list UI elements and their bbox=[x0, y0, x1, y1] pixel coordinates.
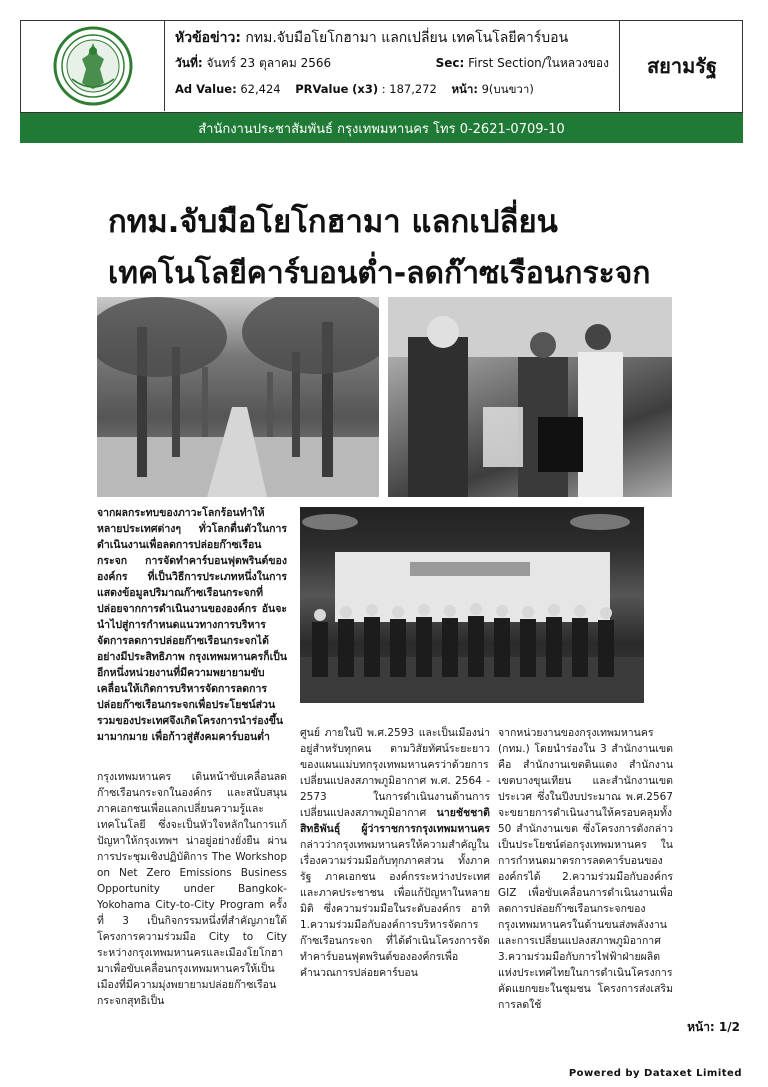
logo-cell bbox=[21, 21, 165, 111]
ad-value: 62,424 bbox=[240, 82, 281, 96]
article-lead-paragraph bbox=[97, 505, 287, 745]
workers-event-photo bbox=[388, 297, 672, 497]
date-label: วันที่: bbox=[175, 56, 203, 70]
section-label: Sec: bbox=[435, 56, 465, 70]
headline-value: กทม.จับมือโยโกฮามา แลกเปลี่ยน เทคโนโลยีคาร์บอน bbox=[245, 30, 569, 46]
pr-value-label: PRValue bbox=[295, 82, 349, 96]
date-value: จันทร์ 23 ตุลาคม 2566 bbox=[206, 56, 332, 70]
clipping-info bbox=[165, 21, 620, 111]
article-col1-body: กรุงเทพมหานคร เดินหน้าขับเคลื่อนลดก๊าซเรือนกระจกในองค์กร และสนับสนุนภาคเอกชนเพื่อแลกเปลี่ยนความรู้และเทคโนโลยี ซึ่งจะเป็นหัวใจหลักในการแก้ปัญหาให้กรุงเทพฯ น่าอยู่อย่างยั่งยืน ผ่านการประชุมเชิงปฏิบัติการ The Workshop on Net Zero Emissions Business Opportunity under Bangkok-Yokohama City-to-City Program ครั้งที่ 3 เป็นกิจกรรมหนึ่งที่สำคัญภายใต้โครงการความร่วมมือ City to City ระหว่างกรุงเทพมหานครและเมืองโยโกฮามาเพื่อขับเคลื่อนกรุงเทพมหานครให้เป็นเมืองที่มีความมุ่งพยายามปล่อยก๊าซเรือนกระจกสุทธิเป็น bbox=[97, 771, 287, 1007]
article-col3: จากหน่วยงานของกรุงเทพมหานคร (กทม.) โดยนำร่องใน 3 สำนักงานเขต คือ สำนักงานเขตดินแดง สำนักงานเขตบางขุนเทียน และสำนักงานเขตประเวศ ซึ่งในปีงบประมาณ พ.ศ.2567 จะขยายการดำเนินงานให้ครอบคลุมทั้ง 50 สำนักงานเขต ซึ่งโครงการดังกล่าวเป็นประโยชน์ต่อกรุงเทพมหานคร ในการกำหนดมาตรการลดคาร์บอนขององค์กรได้ 2.ความร่วมมือกับองค์กร GIZ เพื่อขับเคลื่อนการดำเนินงานเพื่อลดการปล่อยก๊าซเรือนกระจกของกรุงเทพมหานครในด้านขนส่งพลังงานและการเปลี่ยนแปลงสภาพภูมิอากาศ 3.ความร่วมมือกับการไฟฟ้าฝ่ายผลิตแห่งประเทศไทยในการดำเนินโครงการคัดแยกขยะในชุมชน โครงการส่งเสริมการลดใช้ bbox=[498, 727, 673, 1011]
pr-multiplier: (x3) bbox=[352, 82, 379, 96]
governor-name: นายชัชชาติ สิทธิพันธุ์ ผู้ว่าราชการกรุงเทพมหานคร bbox=[300, 807, 490, 835]
col2-body: ศูนย์ ภายในปี พ.ศ.2593 และเป็นเมืองน่าอยู่สำหรับทุกคน ตามวิสัยทัศน์ระยะยาวของแผนแม่บทกรุงเทพมหานครว่าด้วยการเปลี่ยนแปลงสภาพภูมิอากาศ พ.ศ. 2564 - 2573 ในการดำเนินงานด้านการเปลี่ยนแปลงสภาพภูมิอากาศ bbox=[300, 727, 490, 819]
pr-value: : 187,272 bbox=[381, 82, 437, 96]
tree-lined-road-photo bbox=[97, 297, 379, 497]
headline-label: หัวข้อข่าว: bbox=[175, 30, 241, 46]
page-value: 9(บนขวา) bbox=[481, 82, 534, 96]
newspaper-name: สยามรัฐ bbox=[646, 54, 718, 78]
page-indicator: หน้า: 1/2 bbox=[687, 1020, 740, 1034]
pr-office-banner: สำนักงานประชาสัมพันธ์ กรุงเทพมหานคร โทร 0-2621-0709-10 bbox=[20, 113, 743, 143]
date-row bbox=[175, 53, 609, 73]
article-col2 bbox=[300, 725, 490, 981]
page-label: หน้า: bbox=[451, 82, 478, 96]
ad-value-label: Ad Value: bbox=[175, 82, 237, 96]
lead-text: จากผลกระทบของภาวะโลกร้อนทำให้หลายประเทศต่างๆ ทั่วโลกตื่นตัวในการดำเนินงานเพื่อลดการปล่อยก๊าซเรือนกระจก การจัดทำคาร์บอนฟุตพรินต์ขององค์กร ที่เป็นวิธีการประเภทหนึ่งในการแสดงข้อมูลปริมาณก๊าซเรือนกระจกที่ปล่อยจากการดำเนินงานขององค์กร อันจะนำไปสู่การกำหนดแนวทางการบริหารจัดการลดการปล่อยก๊าซเรือนกระจกได้อย่างมีประสิทธิภาพ กรุงเทพมหานครก็เป็นอีกหนึ่งหน่วยงานที่มีความพยายามขับเคลื่อนให้เกิดการบริหารจัดการลดการปล่อยก๊าซเรือนกระจกเพื่อประโยชน์ส่วนรวมของประเทศจึงเกิดโครงการนำร่องขึ้นมามากมาย เพื่อก้าวสู่สังคมคาร์บอนต่ำ bbox=[97, 507, 287, 743]
governor-quote: กล่าวว่ากรุงเทพมหานครให้ความสำคัญในเรื่องความร่วมมือกับทุกภาคส่วน ทั้งภาครัฐ ภาคเอกชน องค์กรระหว่างประเทศ และภาคประชาชน เพื่อแก้ปัญหาในหลายมิติ ซึ่งความร่วมมือในระดับองค์กร อาทิ 1.ความร่วมมือกับองค์การบริหารจัดการก๊าซเรือนกระจก ที่ได้ดำเนินโครงการจัดทำคาร์บอนฟุตพรินต์ขององค์กรเพื่อคำนวณการปล่อยคาร์บอน bbox=[300, 839, 490, 979]
workshop-group-photo bbox=[300, 507, 644, 703]
value-row bbox=[175, 79, 609, 99]
headline-row bbox=[175, 27, 609, 49]
section-value: First Section/ในหลวงของ bbox=[468, 56, 609, 70]
clipping-header bbox=[20, 20, 743, 113]
article-title-line1: กทม.จับมือโยโกฮามา แลกเปลี่ยน bbox=[108, 204, 558, 240]
bangkok-city-seal-icon bbox=[52, 25, 134, 107]
powered-by: Powered by Dataxet Limited bbox=[568, 1068, 742, 1079]
article-title-line2: เทคโนโลยีคาร์บอนต่ำ-ลดก๊าซเรือนกระจก bbox=[108, 256, 651, 291]
